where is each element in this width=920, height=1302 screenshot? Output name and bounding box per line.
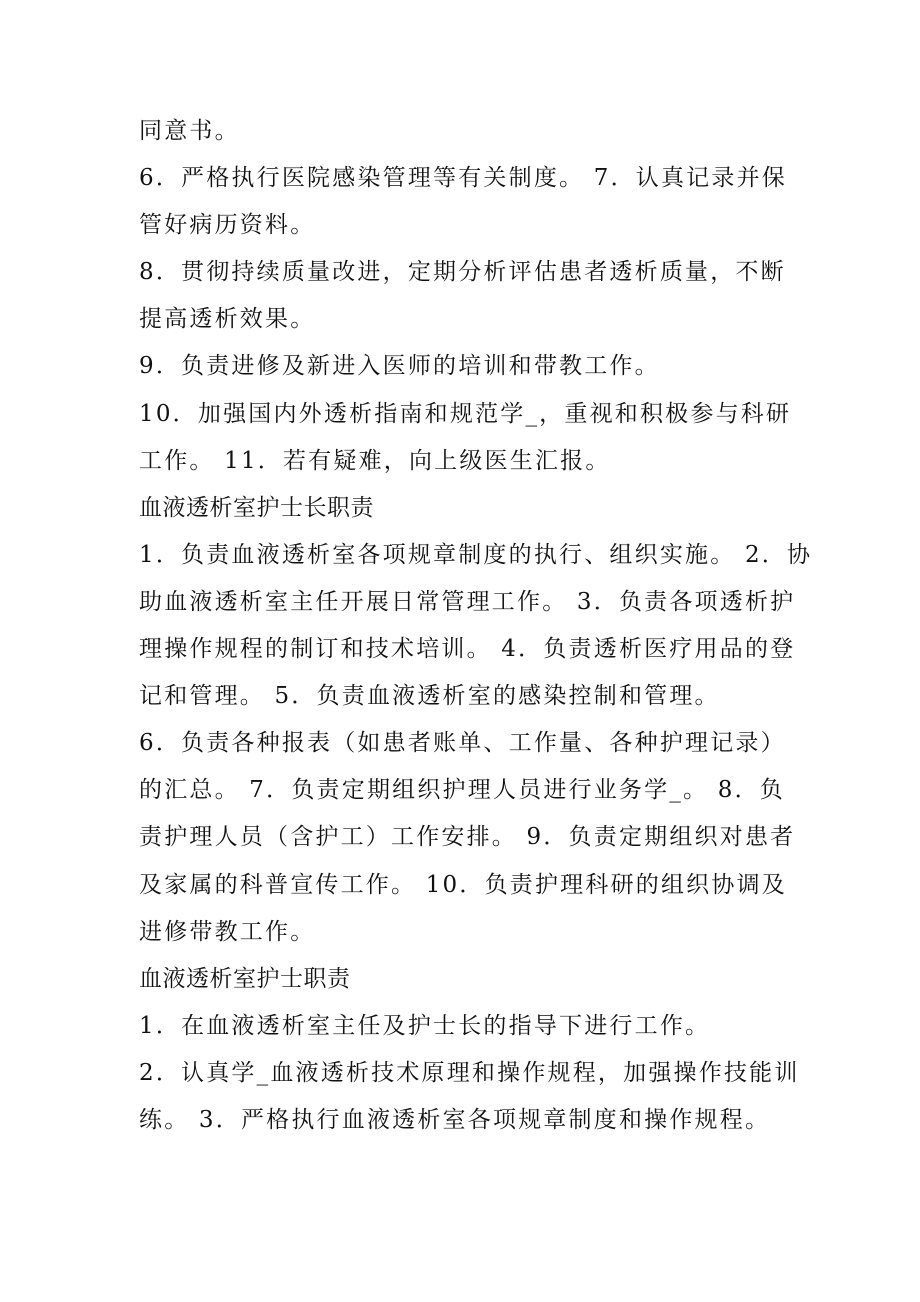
text-line: 提高透析效果。	[139, 306, 316, 333]
text-line: 1．在血液透析室主任及护士长的指导下进行工作。	[139, 1012, 711, 1039]
text-line: 及家属的科普宣传工作。 10．负责护理科研的组织协调及	[139, 871, 787, 898]
text-line: 助血液透析室主任开展日常管理工作。 3．负责各项透析护	[139, 588, 796, 615]
section-heading-nurse: 血液透析室护士职责	[139, 965, 351, 992]
text-line: 责护理人员（含护工）工作安排。 9．负责定期组织对患者	[139, 824, 796, 851]
text-line: 的汇总。 7．负责定期组织护理人员进行业务学_。 8．负	[139, 777, 785, 804]
text-line: 理操作规程的制订和技术培训。 4．负责透析医疗用品的登	[139, 636, 796, 663]
document-body	[139, 108, 813, 1144]
text-line: 管好病历资料。	[139, 212, 316, 239]
section-heading-head-nurse: 血液透析室护士长职责	[139, 494, 374, 521]
text-line: 练。 3．严格执行血液透析室各项规章制度和操作规程。	[139, 1106, 771, 1133]
text-line: 8．贯彻持续质量改进，定期分析评估患者透析质量，不断	[139, 259, 786, 286]
text-line: 记和管理。 5．负责血液透析室的感染控制和管理。	[139, 683, 720, 710]
text-line: 6．负责各种报表（如患者账单、工作量、各种护理记录）	[139, 730, 786, 757]
text-line: 2．认真学_血液透析技术原理和操作规程，加强操作技能训	[139, 1059, 800, 1086]
text-line: 1．负责血液透析室各项规章制度的执行、组织实施。 2．协	[139, 541, 813, 568]
text-line: 工作。 11．若有疑难，向上级医生汇报。	[139, 447, 611, 474]
text-line: 6．严格执行医院感染管理等有关制度。 7．认真记录并保	[139, 165, 787, 192]
text-line: 进修带教工作。	[139, 918, 316, 945]
text-line: 10．加强国内外透析指南和规范学_，重视和积极参与科研	[139, 400, 792, 427]
text-line: 9．负责进修及新进入医师的培训和带教工作。	[139, 353, 660, 380]
text-line: 同意书。	[139, 118, 240, 144]
